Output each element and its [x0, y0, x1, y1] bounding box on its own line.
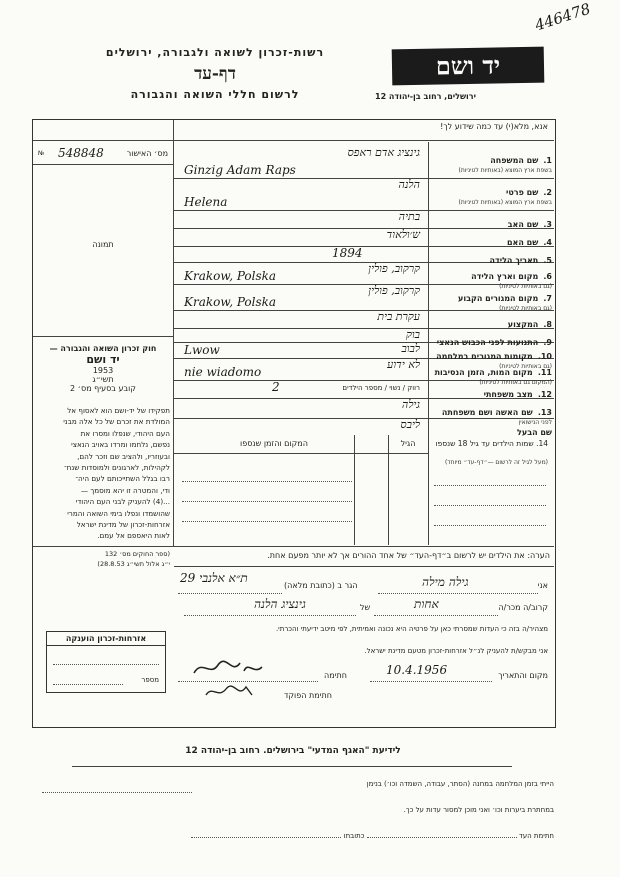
field-sublabel: לפני הנישואין [518, 419, 552, 426]
field-number: 13. [537, 408, 552, 417]
law-text-line: העם היהודי, שנפלו ומסרו את [80, 428, 170, 438]
field-value: nie wiadomo [184, 365, 262, 379]
declarant-address: ת״א אלנבי 29 [180, 571, 248, 585]
form-title: דף-עד [194, 64, 236, 84]
field-sublabel: בשפת ארץ המוצא (באותיות לטיניות) [458, 199, 552, 206]
field-value: Krakow, Polska [184, 269, 277, 283]
children-col-age: הגיל [400, 439, 416, 448]
photo-label: תמונה [92, 240, 114, 249]
attestation-title: לידיעת "האגף המדעי" בירושלים. רחוב בן-יהודה 12 [185, 746, 401, 756]
field-number: 6. [543, 272, 552, 281]
field-label-12 [430, 382, 552, 401]
attestation-address-label: כתובתו [343, 832, 365, 840]
field-number: 12. [537, 390, 552, 399]
children-sub: (מעל לגיל זה לרשום —״דף-עד״ מיוחד) [444, 459, 548, 466]
field-sublabel: (גם באותיות לטיניות) [499, 305, 552, 312]
attestation-line1: הייתי בזמן המלחמה במחנה (הסתר, עבודה, השמדה וכו׳) בנימן [366, 780, 554, 788]
field-number: 8. [543, 320, 552, 329]
declarant-name: גילה מילה [422, 575, 469, 589]
children-label: שמות הילדים עד גיל 18 שנספו [435, 439, 534, 448]
declarant-i-label: אני [537, 581, 548, 590]
field-number: 1. [543, 156, 552, 165]
field-number: 7. [543, 294, 552, 303]
place-date-label: מקום והתאריך [498, 671, 548, 680]
instruction: אנא, מלא(י) עד כמה שידוע לך! [440, 122, 548, 131]
field-label-7 [430, 286, 552, 312]
citizenship-box [46, 631, 166, 693]
field-value-hebrew: גינציג אדם ראפס [347, 146, 420, 159]
registration-row: מס׳ האישור 548848 № [38, 146, 168, 160]
relation-of: של [360, 603, 371, 612]
field-value: עקרת בית [377, 310, 420, 323]
field-value-prefix: רווק / נשוי / מספר הילדים [342, 384, 420, 392]
law-block [38, 344, 168, 393]
field-sublabel: (המקום גם באותיות לטיניות) [479, 379, 552, 386]
attestation-block [32, 746, 554, 840]
signature-label: חתימה [324, 671, 347, 680]
archive-number: 446478 [532, 0, 593, 35]
form-purpose: לרשום חללי השואה והגבורה [130, 88, 300, 101]
field-number: 9. [543, 338, 552, 347]
law-text-line: המולדת את זכרם של כל אלה מבני [63, 417, 170, 427]
law-text-line: ודי, והמטרה זו יהא מוסמך — [80, 485, 170, 495]
field-label-3 [430, 212, 552, 231]
law-text-line: תפקידו של יד-ושם הוא לאסוף אל [67, 406, 170, 415]
law-clause: קובע בסעיף מס׳ 2 [70, 384, 136, 393]
field-label-text: שם האשה ושם משפחתה [441, 408, 533, 417]
field-label-1 [430, 148, 552, 174]
field-label-text: מצב משפחתי [483, 390, 533, 399]
law-text-line: רבו בגלל השתייכותם לעם היה־ [75, 474, 170, 484]
declaration: מצהיר/ה בזה כי העדות שמסרתי כאן על פרטיה היא נכונה ואמיתית, לפי מיטב ידיעתי והכרתי. [275, 625, 548, 633]
field-label-text: שם האב [507, 220, 539, 229]
law-hebrew-year: תשי״ג [92, 375, 114, 384]
official-signature [200, 681, 260, 703]
children-col-place: המקום והזמן שנספו [240, 439, 308, 448]
official-signature-label: חתימת הפוקד [284, 691, 332, 700]
field-value-hebrew: לא ידוע [387, 358, 420, 371]
header-address: ירושלים, רחוב בן-יהודה 12 [375, 92, 476, 101]
field-label-text: שם הבעל [517, 428, 552, 437]
field-value: גילה [401, 398, 420, 411]
registration-label: מס׳ האישור [126, 149, 168, 158]
field-sublabel: בשפת ארץ המוצא (באותיות לטיניות) [458, 167, 552, 174]
field-value: ליבס [400, 418, 420, 431]
field-number: 3. [543, 220, 552, 229]
law-title: חוק זכרון השואה והגבורה — [49, 344, 157, 353]
declarant-block [174, 567, 554, 725]
org-line: רשות-זכרון לשואה ולגבורה, ירושלים [105, 46, 325, 59]
field-label-text: מקומות המגורים במלחמה [436, 352, 533, 361]
field-value: Krakow, Polska [184, 295, 277, 309]
field-value: 2 [272, 380, 280, 394]
field-sublabel: (גם באותיות לטיניות) [499, 283, 552, 290]
field-value-hebrew: הלנה [398, 178, 420, 191]
field-number: 4. [543, 238, 552, 247]
field-label-text: המקצוע [507, 320, 539, 329]
law-text-line: אזרחות-זכרון של מדינת ישראל [76, 520, 170, 530]
law-name: יד ושם [86, 353, 120, 366]
subject-name: גינציג הלנה [254, 597, 306, 611]
field-sublabel: (גם באותיות לטיניות) [499, 363, 552, 370]
field-value: בתיה [398, 210, 420, 223]
yad-vashem-logo [392, 47, 545, 86]
field-label-4 [430, 230, 552, 249]
field-value: ש׳ולאוד [386, 228, 420, 241]
law-text-line: שהושמדו ונפלו בימי השואה והמרי [67, 508, 170, 518]
field-label-text: מקום וארץ הלידה [471, 272, 539, 281]
field-label-text: התנועות לפני הכבוש הנאצי [436, 338, 539, 347]
law-text-line: לאות היאספם אל עמם. [97, 531, 170, 541]
field-value-hebrew: לבוב [401, 342, 420, 355]
field-label-text: שם האם [506, 238, 539, 247]
field-label-text: מקום המגורים הקבוע [458, 294, 539, 303]
attestation-line2: במחתרת ביערות וכו׳ ואני מוכן למסור עדות על כך. [403, 806, 554, 814]
request: אני מבקש/ת להעניק לנ״ל אזרחות-זכרון מטעם מדינת ישראל. [364, 647, 548, 655]
declarant-signature [188, 655, 268, 681]
law-text-line: ובעוזריו, ולהציב שם וזכר להם, [77, 451, 170, 461]
relation-label: קרוב/ה מכר/ה [498, 603, 548, 612]
relation-value: אחות [414, 597, 439, 611]
declarant-residing-label: הגר ב (כתובת מלאה) [284, 581, 358, 590]
field-label-text: מקום המות, הזמן הנסיבות [434, 368, 533, 377]
registration-value: 548848 [58, 146, 104, 160]
field-value: 1894 [332, 246, 363, 260]
law-year: 1953 [92, 366, 114, 375]
law-text-line: נפשם, נלחמו ומרדו באויב הנאצי [71, 440, 170, 450]
law-text-line: ...(4) להעניק לבני העם היהודי [75, 497, 170, 507]
gazette-ref: (ספר החוקים מס׳ 132 [104, 550, 170, 558]
field-label-text: תאריך הלידה [489, 256, 539, 265]
field-label-text: שם פרטי [505, 188, 539, 197]
field-value-hebrew: קרקוב, פולין [368, 284, 420, 297]
law-text [36, 405, 170, 542]
field-number: 11. [537, 368, 552, 377]
children-number: 14. [536, 439, 548, 448]
law-text-line: לקהילות, לארגונים ולמוסדות שנח־ [64, 463, 170, 473]
note: הערה: את הילדים יש לרשום ב״דף-העד״ של אחד ההורים אך לא יותר מפעם אחת. [267, 551, 550, 560]
gazette-date: י״ג אלול תשי״ג 28.8.53) [97, 560, 170, 568]
field-label-2 [430, 180, 552, 206]
citizenship-box-title: אזרחות-זכרון הוענקה [47, 632, 165, 646]
field-value: Helena [184, 195, 228, 209]
declaration-date: 10.4.1956 [386, 663, 448, 677]
children-table [174, 435, 554, 545]
logo-text: יד ושם [435, 50, 501, 81]
field-number: 5. [543, 256, 552, 265]
field-number: 10. [537, 352, 552, 361]
citizenship-box-number: מספר [141, 676, 159, 684]
field-label-8 [430, 312, 552, 331]
field-value: Ginzig Adam Raps [184, 163, 296, 177]
field-value: Lwow [184, 343, 220, 357]
field-value-hebrew: קרקוב, פולין [368, 262, 420, 275]
field-number: 2. [543, 188, 552, 197]
attestation-sign-label: חתימת העד [518, 832, 554, 840]
field-label-text: שם המשפחה [490, 156, 539, 165]
field-value: בוק [405, 328, 420, 341]
